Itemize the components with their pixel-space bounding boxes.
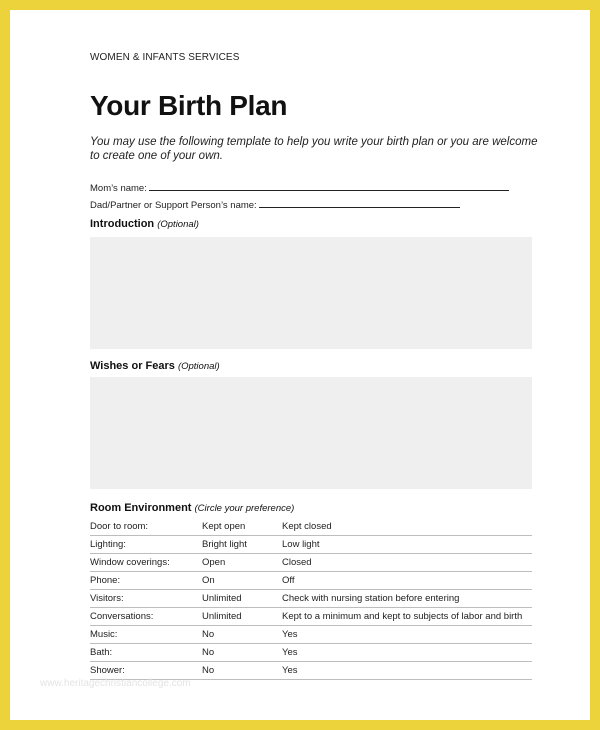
option-2[interactable]: Off bbox=[282, 572, 532, 590]
moms-name-field[interactable] bbox=[90, 181, 509, 194]
table-row bbox=[90, 536, 532, 554]
option-1[interactable]: Open bbox=[202, 554, 282, 572]
option-1[interactable]: No bbox=[202, 644, 282, 662]
introduction-title: Introduction bbox=[90, 218, 155, 230]
introduction-heading bbox=[90, 218, 199, 230]
moms-name-label: Mom’s name: bbox=[90, 183, 147, 194]
option-item: Music: bbox=[90, 626, 202, 644]
option-1[interactable]: Unlimited bbox=[202, 608, 282, 626]
option-item: Phone: bbox=[90, 572, 202, 590]
option-2[interactable]: Yes bbox=[282, 644, 532, 662]
option-1[interactable]: No bbox=[202, 626, 282, 644]
option-1[interactable]: Kept open bbox=[202, 518, 282, 536]
room-environment-heading bbox=[90, 502, 294, 514]
option-1[interactable]: No bbox=[202, 662, 282, 680]
option-item: Window coverings: bbox=[90, 554, 202, 572]
table-row bbox=[90, 518, 532, 536]
option-item: Door to room: bbox=[90, 518, 202, 536]
option-1[interactable]: Unlimited bbox=[202, 590, 282, 608]
wishes-title: Wishes or Fears bbox=[90, 360, 175, 372]
option-2[interactable]: Kept to a minimum and kept to subjects of labor and birth bbox=[282, 608, 532, 626]
document-page bbox=[10, 10, 590, 720]
page-title: Your Birth Plan bbox=[90, 90, 288, 121]
wishes-box[interactable] bbox=[90, 377, 532, 489]
moms-name-line[interactable] bbox=[149, 181, 509, 191]
organization-name: WOMEN & INFANTS SERVICES bbox=[90, 52, 240, 63]
option-2[interactable]: Check with nursing station before entering bbox=[282, 590, 532, 608]
option-2[interactable]: Kept closed bbox=[282, 518, 532, 536]
partner-name-line[interactable] bbox=[259, 198, 460, 208]
partner-name-field[interactable] bbox=[90, 198, 460, 211]
option-item: Conversations: bbox=[90, 608, 202, 626]
table-row bbox=[90, 554, 532, 572]
option-item: Lighting: bbox=[90, 536, 202, 554]
option-2[interactable]: Closed bbox=[282, 554, 532, 572]
table-row bbox=[90, 626, 532, 644]
option-item: Bath: bbox=[90, 644, 202, 662]
table-row bbox=[90, 644, 532, 662]
wishes-note: (Optional) bbox=[177, 361, 220, 372]
room-environment-table bbox=[90, 518, 532, 680]
room-environment-title: Room Environment bbox=[90, 502, 192, 514]
option-item: Visitors: bbox=[90, 590, 202, 608]
table-row bbox=[90, 572, 532, 590]
watermark: www.heritagechristiancollege.com bbox=[40, 678, 191, 689]
option-1[interactable]: On bbox=[202, 572, 282, 590]
partner-name-label: Dad/Partner or Support Person’s name: bbox=[90, 200, 257, 211]
option-2[interactable]: Low light bbox=[282, 536, 532, 554]
option-1[interactable]: Bright light bbox=[202, 536, 282, 554]
intro-paragraph: You may use the following template to help you write your birth plan or you are welcome to create one of your own. bbox=[90, 136, 538, 162]
option-2[interactable]: Yes bbox=[282, 626, 532, 644]
table-row bbox=[90, 590, 532, 608]
introduction-note: (Optional) bbox=[157, 219, 199, 230]
table-row bbox=[90, 662, 532, 680]
room-environment-note: (Circle your preference) bbox=[194, 503, 295, 514]
option-2[interactable]: Yes bbox=[282, 662, 532, 680]
option-item: Shower: bbox=[90, 662, 202, 680]
table-row bbox=[90, 608, 532, 626]
wishes-heading bbox=[90, 360, 220, 372]
introduction-box[interactable] bbox=[90, 237, 532, 349]
